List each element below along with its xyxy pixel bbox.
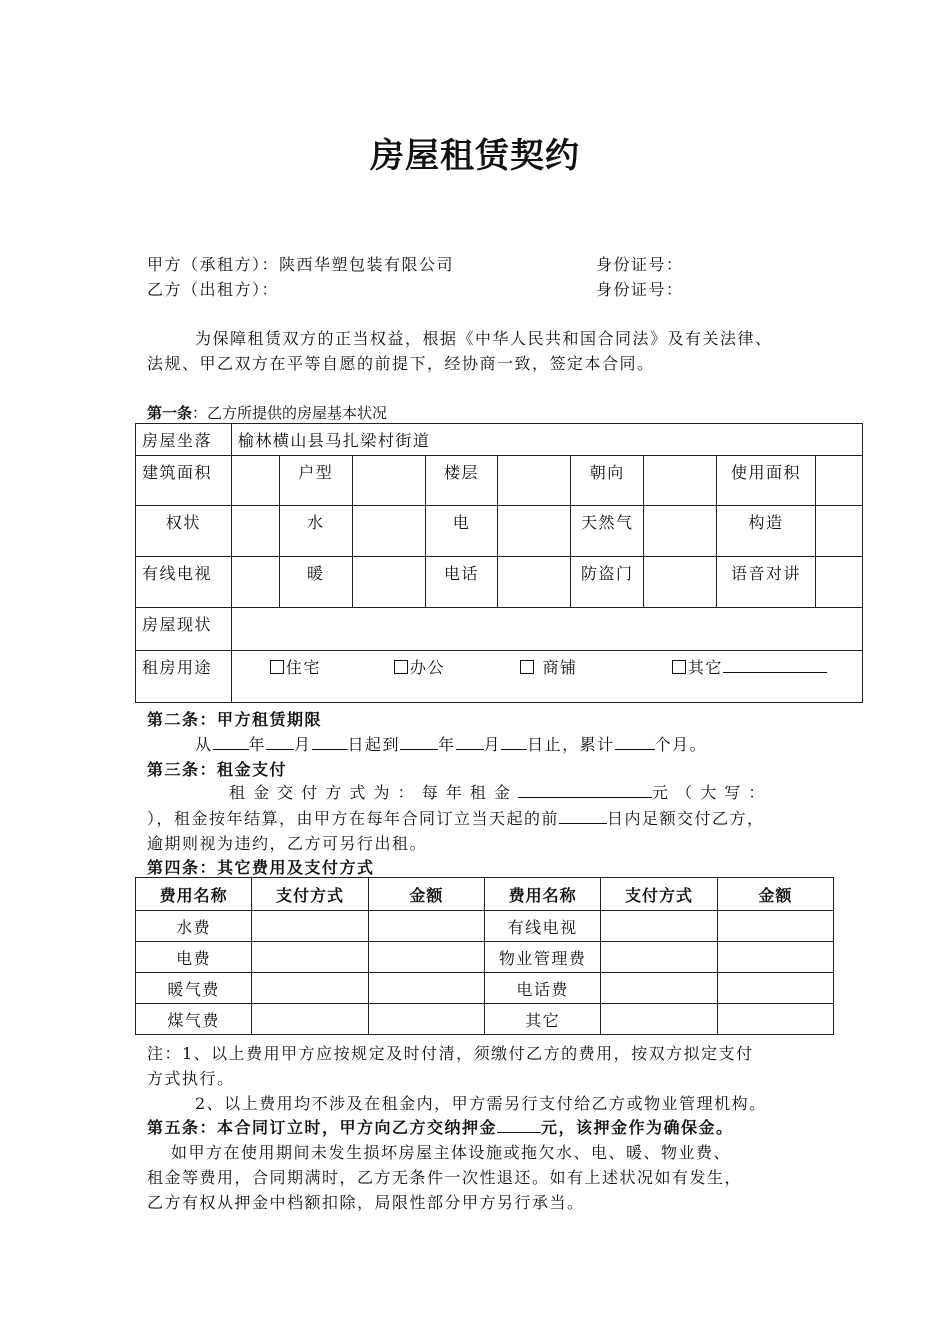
article-5-line-1: 如甲方在使用期间未发生损坏房屋主体设施或拖欠水、电、暖、物业费、 xyxy=(171,1143,732,1162)
party-a-line: 甲方（承租方）：陕西华塑包装有限公司 xyxy=(147,255,455,274)
article-3-heading: 第三条：租金支付 xyxy=(147,760,288,779)
cell-label: 暖 xyxy=(279,557,352,608)
use-options xyxy=(231,651,862,703)
cell-label: 水 xyxy=(279,506,352,557)
article-5-heading: 第五条：本合同订立时，甲方向乙方交纳押金 元，该押金作为确保金。 xyxy=(147,1118,734,1137)
fee-name: 物业管理费 xyxy=(484,942,600,973)
fee-cell[interactable] xyxy=(252,973,368,1004)
use-option-other[interactable]: 其它 xyxy=(672,655,827,678)
fee-name: 煤气费 xyxy=(136,1004,252,1035)
cell-label: 权状 xyxy=(136,506,232,557)
fee-cell[interactable] xyxy=(601,942,717,973)
cell-value[interactable] xyxy=(498,506,571,557)
preamble-line-2: 法规、甲乙双方在平等自愿的前提下，经协商一致，签定本合同。 xyxy=(147,354,655,373)
fee-cell[interactable] xyxy=(601,1004,717,1035)
cell-label: 建筑面积 xyxy=(136,456,232,506)
article-3-line-3: 逾期则视为违约，乙方可另行出租。 xyxy=(147,834,428,853)
note-2: 2、以上费用均不涉及在租金内，甲方需另行支付给乙方或物业管理机构。 xyxy=(195,1094,767,1113)
cell-value[interactable] xyxy=(644,456,717,506)
table-row xyxy=(136,1004,834,1035)
fees-header: 支付方式 xyxy=(252,878,368,911)
fee-cell[interactable] xyxy=(368,1004,484,1035)
fee-cell[interactable] xyxy=(717,911,833,942)
article-5-line-3: 乙方有权从押金中档额扣除，局限性部分甲方另行承当。 xyxy=(147,1193,585,1212)
cell-value[interactable] xyxy=(231,456,279,506)
checkbox-icon[interactable] xyxy=(394,660,408,674)
location-value: 榆林横山县马扎梁村街道 xyxy=(231,424,862,456)
fee-cell[interactable] xyxy=(717,942,833,973)
fees-header: 金额 xyxy=(368,878,484,911)
article-2-heading: 第二条：甲方租赁期限 xyxy=(147,710,323,729)
checkbox-icon[interactable] xyxy=(270,660,284,674)
fee-cell[interactable] xyxy=(252,942,368,973)
fees-header: 费用名称 xyxy=(136,878,252,911)
fees-header: 支付方式 xyxy=(601,878,717,911)
article-3-line-2: ），租金按年结算，由甲方在每年合同订立当天起的前 日内足额交付乙方， xyxy=(147,809,765,828)
fee-cell[interactable] xyxy=(368,973,484,1004)
party-b-line: 乙方（出租方）： xyxy=(147,280,280,299)
fee-name: 其它 xyxy=(484,1004,600,1035)
cell-value[interactable] xyxy=(231,557,279,608)
cell-value[interactable] xyxy=(352,557,425,608)
house-info-table xyxy=(135,423,863,703)
cell-label: 朝向 xyxy=(571,456,644,506)
article-4-heading: 第四条：其它费用及支付方式 xyxy=(147,858,375,877)
cell-label: 电话 xyxy=(425,557,498,608)
fee-name: 暖气费 xyxy=(136,973,252,1004)
party-a-id-label: 身份证号： xyxy=(596,255,684,274)
article-1-heading: 第一条：乙方所提供的房屋基本状况 xyxy=(147,404,388,422)
status-label: 房屋现状 xyxy=(136,608,232,651)
cell-value[interactable] xyxy=(352,506,425,557)
fee-cell[interactable] xyxy=(252,911,368,942)
use-label: 租房用途 xyxy=(136,651,232,703)
fee-name: 有线电视 xyxy=(484,911,600,942)
page-title: 房屋租赁契约 xyxy=(370,136,580,176)
fee-name: 电话费 xyxy=(484,973,600,1004)
cell-value[interactable] xyxy=(644,557,717,608)
checkbox-icon[interactable] xyxy=(672,660,686,674)
article-3-line-1: 租 金 交 付 方 式 为 ： 每 年 租 金 元 （ 大 写 ： xyxy=(229,783,766,802)
cell-value[interactable] xyxy=(815,557,862,608)
cell-label: 防盗门 xyxy=(571,557,644,608)
cell-value[interactable] xyxy=(815,456,862,506)
note-1-line-2: 方式执行。 xyxy=(147,1069,235,1088)
article-5-line-2: 租金等费用，合同期满时，乙方无条件一次性退还。如有上述状况如有发生， xyxy=(147,1168,743,1187)
cell-value[interactable] xyxy=(231,506,279,557)
use-option-office[interactable]: 办公 xyxy=(394,655,445,678)
fee-cell[interactable] xyxy=(717,973,833,1004)
cell-label: 天然气 xyxy=(571,506,644,557)
checkbox-icon[interactable] xyxy=(520,660,534,674)
note-1-line-1: 注：1、以上费用甲方应按规定及时付清，须缴付乙方的费用，按双方拟定支付 xyxy=(147,1044,754,1063)
cell-value[interactable] xyxy=(352,456,425,506)
cell-label: 楼层 xyxy=(425,456,498,506)
fee-cell[interactable] xyxy=(601,911,717,942)
use-option-shop[interactable]: 商铺 xyxy=(520,655,578,678)
table-row xyxy=(136,911,834,942)
party-b-id-label: 身份证号： xyxy=(596,280,684,299)
cell-label: 电 xyxy=(425,506,498,557)
fees-header: 费用名称 xyxy=(484,878,600,911)
status-value[interactable] xyxy=(231,608,862,651)
location-label: 房屋坐落 xyxy=(136,424,232,456)
cell-label: 构造 xyxy=(717,506,816,557)
fees-table xyxy=(135,877,834,1035)
fees-header: 金额 xyxy=(717,878,833,911)
cell-value[interactable] xyxy=(498,456,571,506)
cell-label: 使用面积 xyxy=(717,456,816,506)
fee-cell[interactable] xyxy=(368,942,484,973)
fee-cell[interactable] xyxy=(252,1004,368,1035)
preamble-line-1: 为保障租赁双方的正当权益，根据《中华人民共和国合同法》及有关法律、 xyxy=(195,329,773,348)
fee-cell[interactable] xyxy=(601,973,717,1004)
fee-cell[interactable] xyxy=(368,911,484,942)
cell-value[interactable] xyxy=(498,557,571,608)
table-row xyxy=(136,973,834,1004)
table-row xyxy=(136,942,834,973)
fee-name: 电费 xyxy=(136,942,252,973)
fee-cell[interactable] xyxy=(717,1004,833,1035)
article-2-period: 从 年 月 日起到 年 月 日止，累计 个月。 xyxy=(195,735,708,754)
cell-label: 语音对讲 xyxy=(717,557,816,608)
use-option-residence[interactable]: 住宅 xyxy=(270,655,321,678)
cell-label: 户型 xyxy=(279,456,352,506)
cell-value[interactable] xyxy=(644,506,717,557)
fee-name: 水费 xyxy=(136,911,252,942)
cell-label: 有线电视 xyxy=(136,557,232,608)
cell-value[interactable] xyxy=(815,506,862,557)
